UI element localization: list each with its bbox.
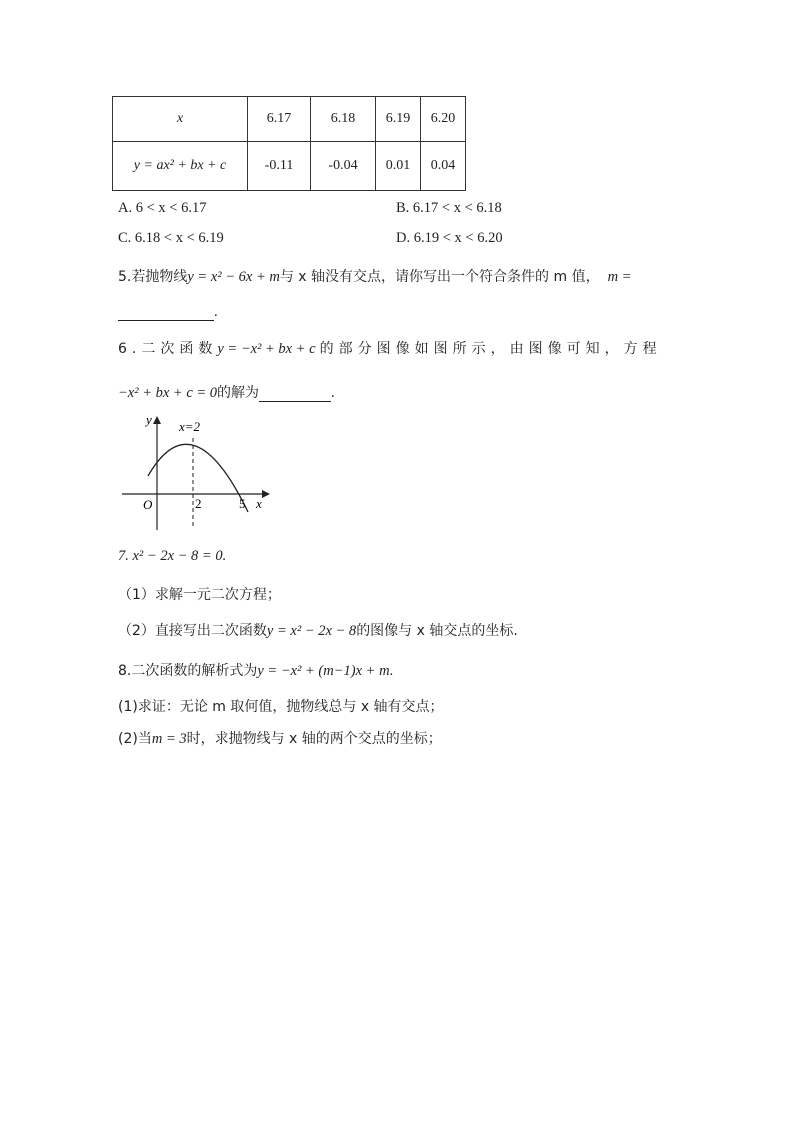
table-cell: 6.19 bbox=[376, 97, 421, 142]
q7-part-1: （1）求解一元二次方程； bbox=[118, 587, 281, 603]
axis-of-symmetry-label: x=2 bbox=[179, 419, 201, 434]
q7-p2-suffix: 的图像与 x 轴交点的坐标. bbox=[356, 623, 518, 639]
question-6 bbox=[118, 338, 662, 358]
option-d: D. 6.19 < x < 6.20 bbox=[396, 230, 503, 246]
q5-blank bbox=[118, 304, 214, 321]
q8-part-2 bbox=[118, 728, 442, 748]
q6-line2-text: 的解为 bbox=[217, 385, 260, 401]
table-cell: 0.01 bbox=[376, 142, 421, 191]
q7-p2-prefix: （2）直接写出二次函数 bbox=[118, 623, 267, 639]
table-cell: 6.18 bbox=[311, 97, 376, 142]
value-table bbox=[112, 96, 466, 191]
x-axis-arrow bbox=[262, 490, 270, 498]
table-header-y bbox=[113, 142, 248, 191]
q8-part-1: (1)求证：无论 m 取何值，抛物线总与 x 轴有交点； bbox=[118, 699, 444, 715]
option-c: C. 6.18 < x < 6.19 bbox=[118, 230, 224, 246]
question-7 bbox=[118, 548, 226, 565]
q8-p2-suffix: 时，求抛物线与 x 轴的两个交点的坐标； bbox=[186, 731, 442, 747]
table-cell: 0.04 bbox=[421, 142, 466, 191]
tick-label-5: 5 bbox=[239, 496, 246, 511]
question-5 bbox=[118, 266, 631, 286]
q7-part-2 bbox=[118, 620, 518, 640]
q5-equation: y = x² − 6x + m bbox=[187, 269, 280, 285]
y-axis-arrow bbox=[153, 416, 161, 424]
option-b: B. 6.17 < x < 6.18 bbox=[396, 200, 502, 216]
q8-p2-prefix: (2)当 bbox=[118, 731, 152, 747]
q5-answer-line bbox=[118, 304, 218, 321]
q6-end: . bbox=[331, 385, 335, 401]
table-cell: -0.11 bbox=[248, 142, 311, 191]
tick-label-2: 2 bbox=[195, 496, 202, 511]
q5-middle: 与 x 轴没有交点，请你写出一个符合条件的 m 值， bbox=[279, 269, 600, 285]
q6-blank bbox=[259, 387, 331, 402]
question-8 bbox=[118, 660, 393, 680]
q8-p2-equation: m = 3 bbox=[151, 731, 187, 747]
q6-middle: 的部分图像如图所示，由图像可知，方程 bbox=[319, 341, 662, 357]
q5-suffix: m = bbox=[607, 269, 632, 285]
q5-prefix: 5.若抛物线 bbox=[118, 269, 188, 285]
q5-end: . bbox=[214, 304, 218, 320]
q8-title-equation: y = −x² + (m−1)x + m bbox=[257, 663, 390, 679]
q6-line2 bbox=[118, 382, 335, 402]
x-label: x bbox=[256, 496, 262, 511]
q8-title-prefix: 8.二次函数的解析式为 bbox=[118, 663, 258, 679]
table-header-x bbox=[113, 97, 248, 142]
q6-equation: y = −x² + bx + c bbox=[217, 341, 316, 357]
table-cell: -0.04 bbox=[311, 142, 376, 191]
table-label-y: y = ax² + bx + c bbox=[133, 158, 227, 173]
q8-title-end: . bbox=[389, 663, 394, 679]
table-cell: 6.20 bbox=[421, 97, 466, 142]
y-label: y bbox=[146, 412, 152, 427]
q6-prefix: 6.二次函数 bbox=[118, 341, 218, 357]
parabola-graph bbox=[118, 408, 278, 534]
table-row bbox=[113, 97, 466, 142]
option-a: A. 6 < x < 6.17 bbox=[118, 200, 207, 216]
table-label-x: x bbox=[176, 111, 184, 126]
q7-title: 7. x² − 2x − 8 = 0. bbox=[118, 548, 227, 564]
q6-line2-equation: −x² + bx + c = 0 bbox=[118, 385, 218, 401]
table-row bbox=[113, 142, 466, 191]
table-cell: 6.17 bbox=[248, 97, 311, 142]
q7-p2-equation: y = x² − 2x − 8 bbox=[266, 623, 357, 639]
origin-label: O bbox=[143, 497, 153, 512]
